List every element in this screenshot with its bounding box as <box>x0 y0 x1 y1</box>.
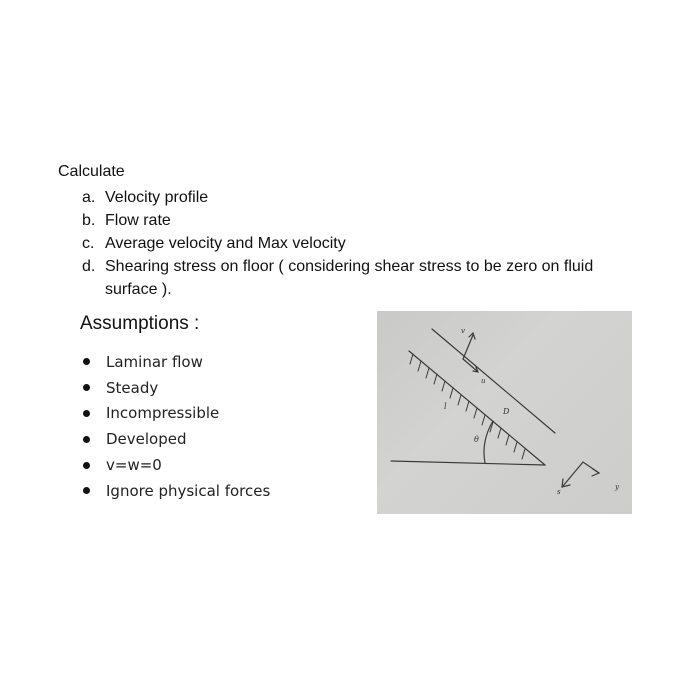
assumptions-list <box>82 349 270 504</box>
assumption-item <box>82 349 270 375</box>
assumptions-title: Assumptions : <box>80 313 200 334</box>
flow-diagram-photo <box>377 311 632 514</box>
task-text: Average velocity and Max velocity <box>105 235 346 252</box>
assumption-text: Steady <box>106 378 159 397</box>
task-item <box>82 186 615 209</box>
task-item <box>82 255 615 301</box>
inclined-channel-diagram <box>377 311 632 514</box>
coord-triad <box>563 462 599 486</box>
assumption-text: v=w=0 <box>106 456 162 475</box>
d-label: D <box>503 407 510 416</box>
l-label: l <box>444 402 447 411</box>
task-text: Velocity profile <box>105 189 209 206</box>
heading: Calculate <box>58 163 125 180</box>
task-list <box>82 186 615 301</box>
assumption-item <box>82 375 270 401</box>
task-letter: d. <box>82 258 96 275</box>
bullet-icon <box>83 436 90 443</box>
assumption-text: Laminar flow <box>106 352 203 371</box>
u-label: u <box>481 377 486 385</box>
task-item <box>82 232 615 255</box>
task-letter: c. <box>82 235 95 252</box>
bullet-icon <box>83 462 90 469</box>
v-label: v <box>461 327 465 335</box>
assumption-item <box>82 452 270 478</box>
v-axis <box>463 335 473 359</box>
task-letter: a. <box>82 189 96 206</box>
assumption-text: Ignore physical forces <box>106 481 271 500</box>
bullet-icon <box>83 384 90 391</box>
ground-line <box>391 461 545 465</box>
assumption-item <box>82 426 270 452</box>
bullet-icon <box>83 487 90 494</box>
y-label: y <box>615 483 619 491</box>
s-label: s <box>557 488 561 496</box>
theta-label: θ <box>474 435 479 444</box>
free-surface <box>432 329 555 433</box>
task-item <box>82 209 615 232</box>
y-arrowhead <box>592 469 599 476</box>
assumption-item <box>82 401 270 427</box>
bullet-icon <box>83 410 90 417</box>
task-text: Flow rate <box>105 212 171 229</box>
task-text: Shearing stress on floor ( considering shear stress to be zero on fluid surface ). <box>105 258 594 298</box>
task-letter: b. <box>82 212 96 229</box>
assumption-text: Incompressible <box>106 404 220 423</box>
assumption-item <box>82 478 270 504</box>
bullet-icon <box>83 358 90 365</box>
assumption-text: Developed <box>106 430 187 449</box>
